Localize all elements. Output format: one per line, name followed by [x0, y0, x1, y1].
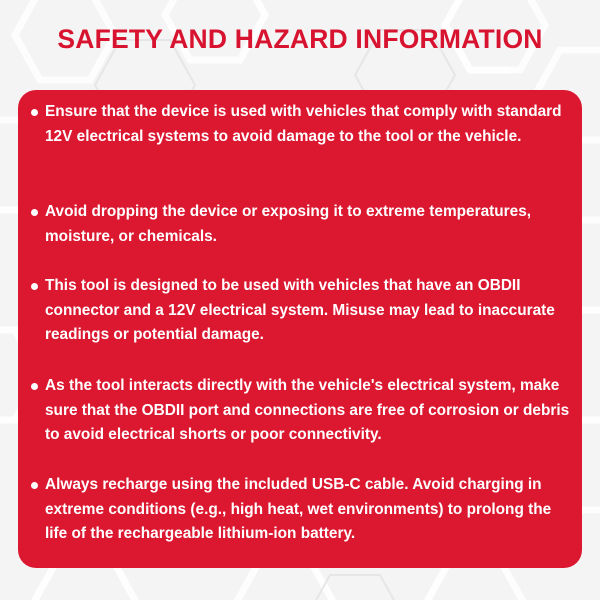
- list-item-text: Avoid dropping the device or exposing it to extreme temperatures, moisture, or chemicals.: [45, 203, 532, 245]
- list-item: [18, 100, 582, 149]
- bullet-icon: [31, 383, 38, 390]
- list-item-text: As the tool interacts directly with the vehicle's electrical system, make sure that the OBDII port and connections are free of corrosion or debris to avoid electrical shorts or poor connectivity.: [45, 377, 570, 443]
- list-item: [18, 200, 582, 249]
- bullet-icon: [31, 209, 38, 216]
- list-item-text: Ensure that the device is used with vehicles that comply with standard 12V electrical systems to avoid damage to the tool or the vehicle.: [45, 103, 562, 145]
- list-item: [18, 274, 582, 348]
- bullet-icon: [31, 109, 38, 116]
- bullet-icon: [31, 482, 38, 489]
- bullet-icon: [31, 283, 38, 290]
- safety-info-card: [18, 90, 582, 568]
- list-item-text: This tool is designed to be used with vehicles that have an OBDII connector and a 12V electrical system. Misuse may lead to inaccurate readings or potential damage.: [45, 277, 555, 343]
- list-item: [18, 374, 582, 448]
- list-item-text: Always recharge using the included USB-C cable. Avoid charging in extreme conditions (e.g., high heat, wet environments) to prolong the life of the rechargeable lithium-ion battery.: [45, 476, 552, 542]
- list-item: [18, 473, 582, 547]
- page-title: SAFETY AND HAZARD INFORMATION: [57, 24, 543, 54]
